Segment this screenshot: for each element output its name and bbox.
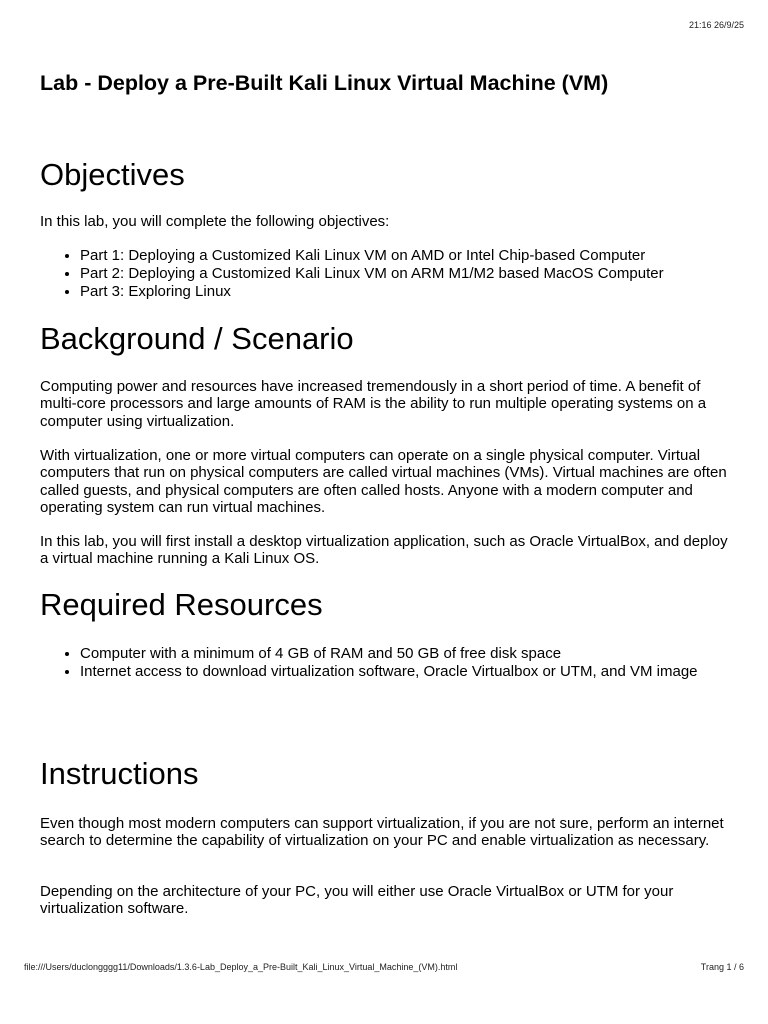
instructions-paragraph: Depending on the architecture of your PC, you will either use Oracle VirtualBox or UTM for your virtualization software.: [40, 883, 674, 918]
footer-file-path: file:///Users/duclongggg11/Downloads/1.3.6-Lab_Deploy_a_Pre-Built_Kali_Linux_Virtual_Machine_(VM).html: [24, 962, 458, 972]
instructions-paragraph: Even though most modern computers can support virtualization, if you are not sure, perform an internet search to determine the capability of virtualization on your PC and enable virtualization as necessary.: [40, 815, 724, 850]
resources-heading: Required Resources: [40, 587, 323, 622]
background-paragraph: Computing power and resources have increased tremendously in a short period of time. A benefit of multi-core processors and large amounts of RAM is the ability to run multiple operating systems on a computer using virtualization.: [40, 378, 707, 430]
objectives-list: [40, 247, 730, 300]
list-item: • Part 3: Exploring Linux: [80, 283, 730, 301]
background-paragraph: With virtualization, one or more virtual computers can operate on a single physical computer. Virtual computers that run on physical computers are called virtual machines (VMs). Virtual machines are often called guests, and physical computers are often called hosts. Anyone with a modern computer and operating system can run virtual machines.: [40, 447, 727, 517]
page-title: Lab - Deploy a Pre-Built Kali Linux Virtual Machine (VM): [40, 71, 609, 95]
objectives-intro: In this lab, you will complete the following objectives:: [40, 213, 390, 230]
footer-page-number: Trang 1 / 6: [700, 962, 744, 972]
background-paragraph: In this lab, you will first install a desktop virtualization application, such as Oracle VirtualBox, and deploy a virtual machine running a Kali Linux OS.: [40, 533, 728, 568]
objectives-heading: Objectives: [40, 157, 185, 192]
print-header-datetime: 21:16 26/9/25: [688, 20, 744, 30]
instructions-heading: Instructions: [40, 756, 199, 791]
background-heading: Background / Scenario: [40, 321, 354, 356]
list-item: • Part 2: Deploying a Customized Kali Linux VM on ARM M1/M2 based MacOS Computer: [80, 265, 730, 283]
list-item: • Part 1: Deploying a Customized Kali Linux VM on AMD or Intel Chip-based Computer: [80, 247, 730, 265]
resources-list: [40, 645, 730, 681]
list-item: • Computer with a minimum of 4 GB of RAM and 50 GB of free disk space: [80, 645, 730, 663]
list-item: • Internet access to download virtualization software, Oracle Virtualbox or UTM, and VM image: [80, 663, 730, 681]
